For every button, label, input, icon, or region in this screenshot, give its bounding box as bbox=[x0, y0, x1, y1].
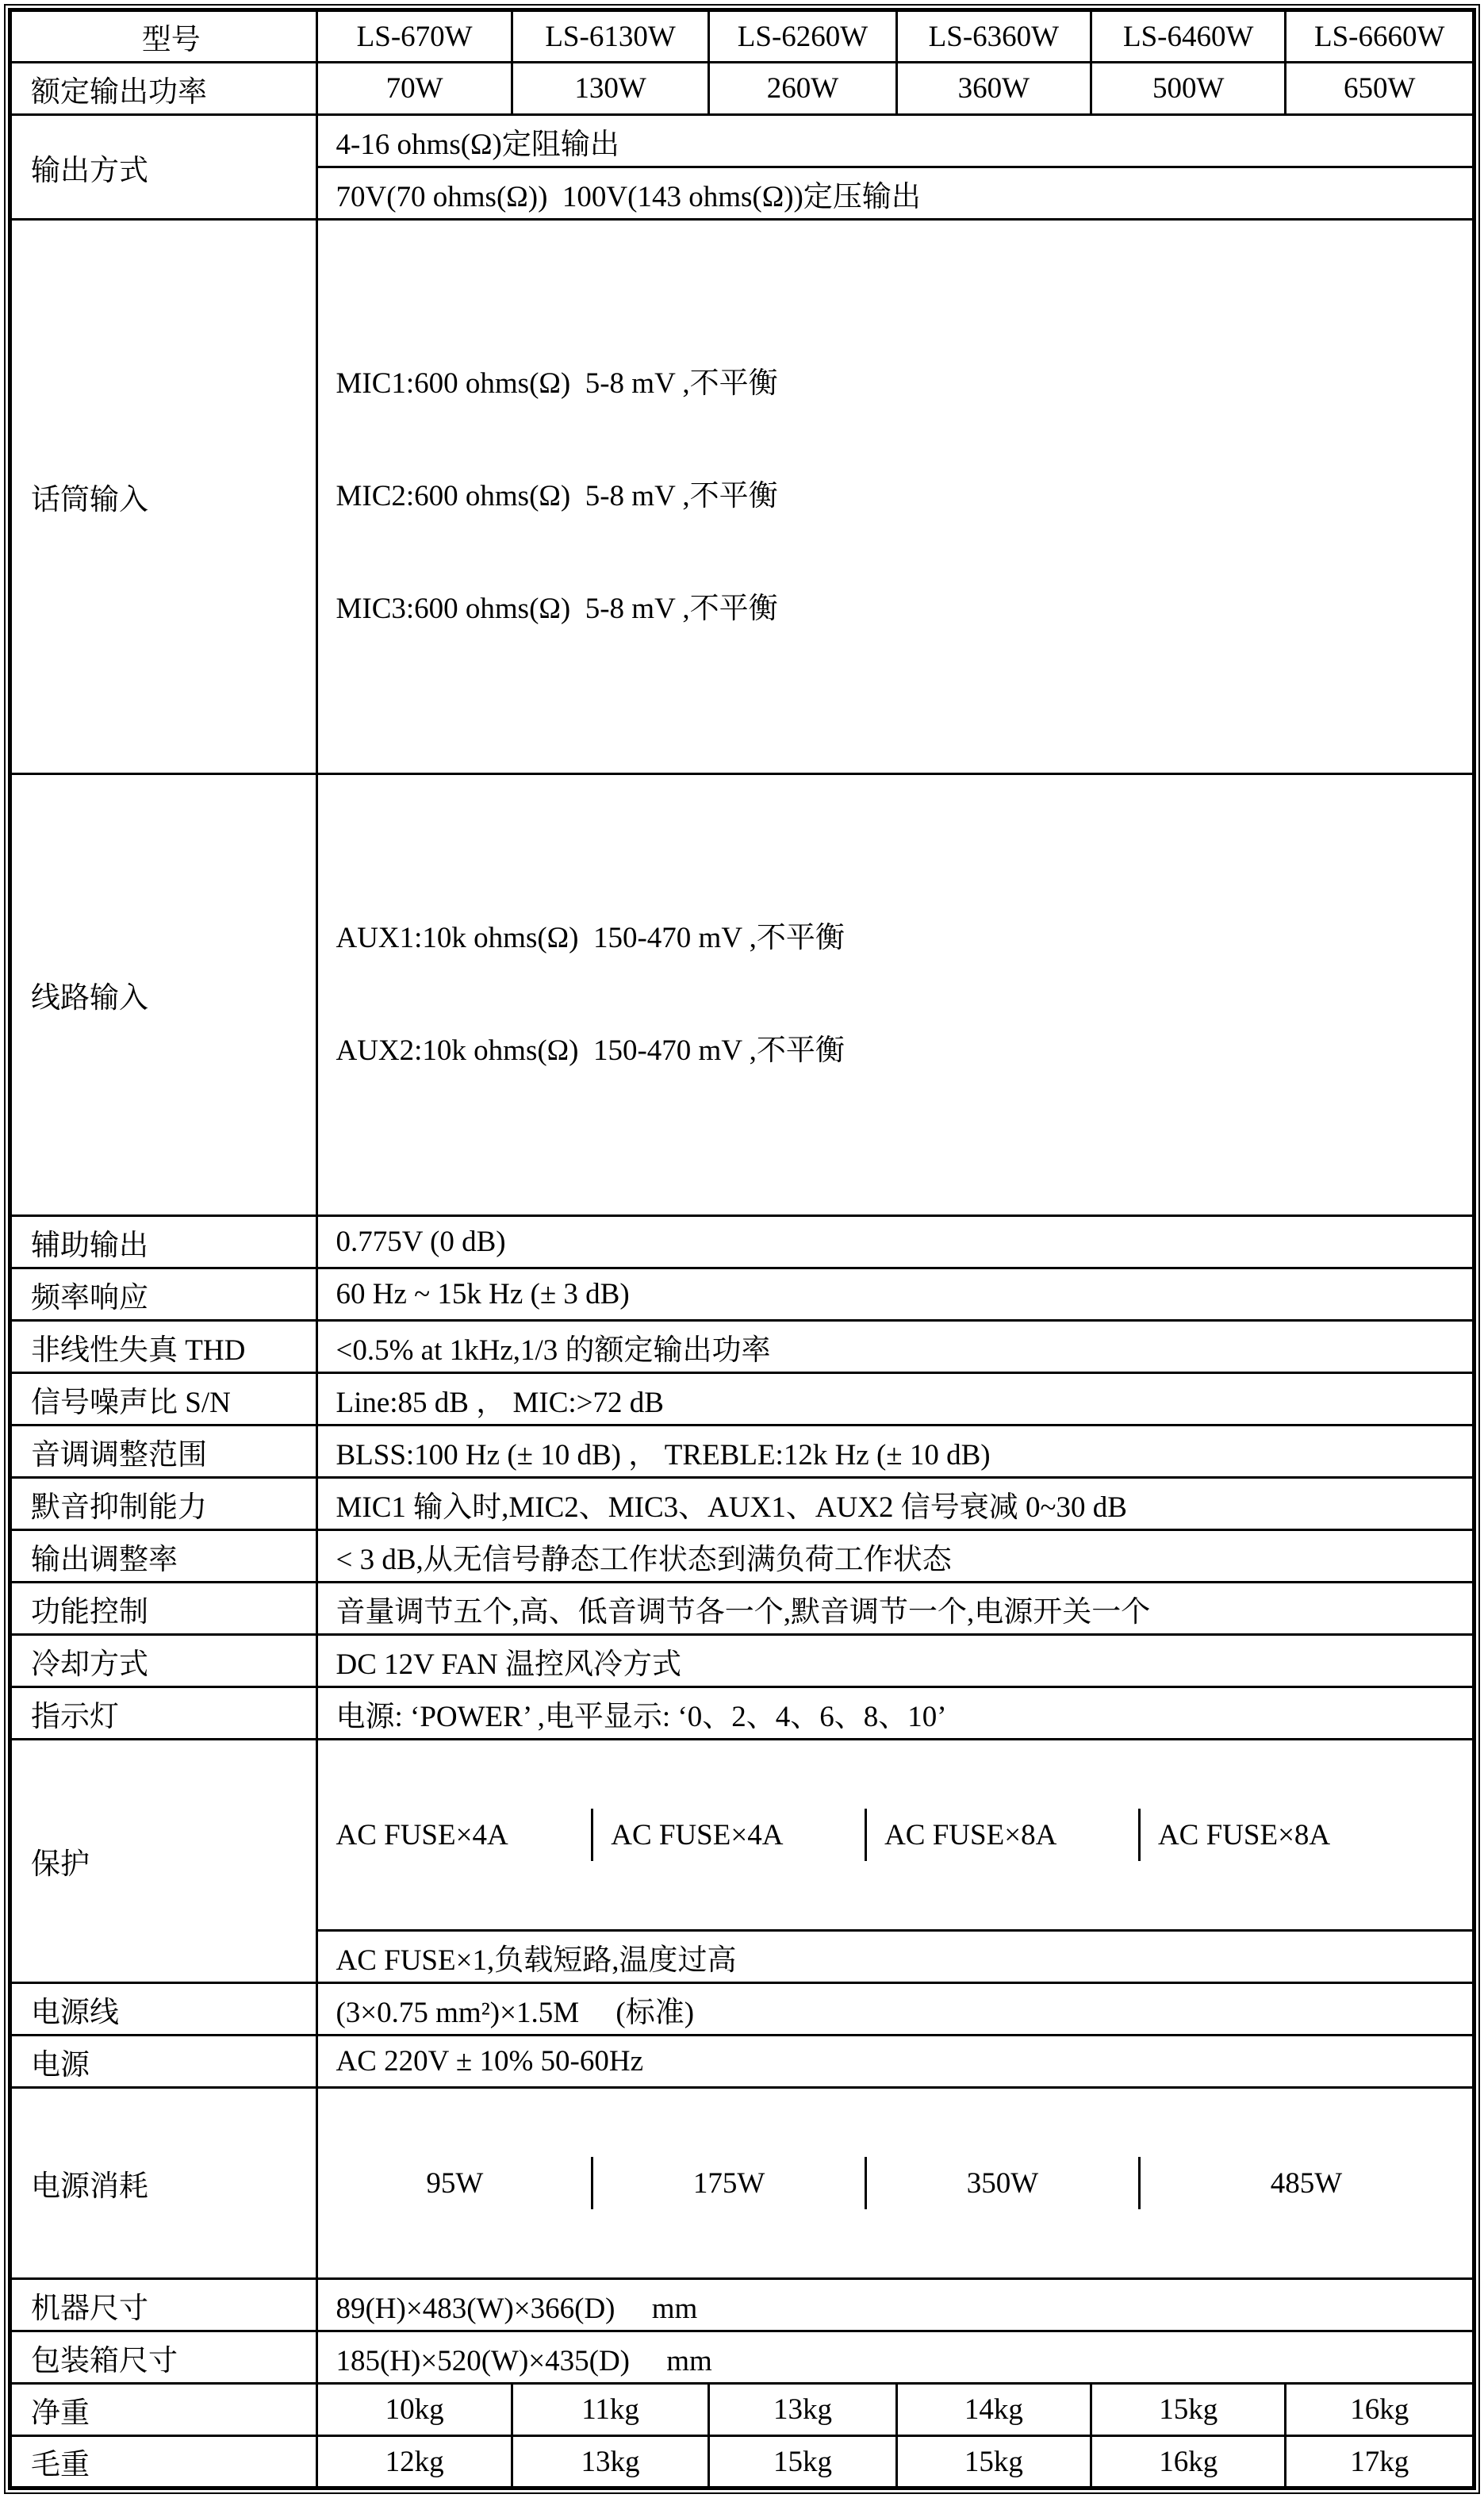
row-output-mode bbox=[10, 115, 1474, 167]
rated-power-cell: 260W bbox=[709, 63, 896, 115]
label-tone-range: 音调调整范围 bbox=[10, 1426, 317, 1478]
spec-table bbox=[8, 8, 1476, 2490]
fuse-spec-cell: AC FUSE×8A bbox=[1157, 1818, 1331, 1851]
fuse-spec-cell: AC FUSE×4A bbox=[593, 1809, 867, 1861]
function-control-value: 音量调节五个,高、低音调节各一个,默音调节一个,电源开关一个 bbox=[317, 1583, 1474, 1635]
label-box-size: 包装箱尺寸 bbox=[10, 2331, 317, 2384]
label-snr: 信号噪声比 S/N bbox=[10, 1373, 317, 1426]
gross-weight-cell: 13kg bbox=[512, 2436, 708, 2488]
unit-size-value: 89(H)×483(W)×366(D) mm bbox=[317, 2279, 1474, 2331]
net-weight-cell: 11kg bbox=[512, 2384, 708, 2436]
label-rated-power: 额定输出功率 bbox=[10, 63, 317, 115]
label-output-mode: 输出方式 bbox=[10, 115, 317, 220]
row-mute-suppression bbox=[10, 1478, 1474, 1530]
mic1-spec: MIC1:600 ohms(Ω) 5-8 mV ,不平衡 bbox=[336, 367, 778, 400]
line-input-values bbox=[317, 774, 1474, 1216]
tone-range-value: BLSS:100 Hz (± 10 dB) ， TREBLE:12k Hz (± 10 dB) bbox=[317, 1426, 1474, 1478]
label-power-consumption: 电源消耗 bbox=[10, 2088, 317, 2279]
net-weight-cell: 13kg bbox=[709, 2384, 896, 2436]
model-name-cell: LS-6130W bbox=[512, 10, 708, 63]
output-mode-constant-impedance: 4-16 ohms(Ω)定阻输出 bbox=[317, 115, 1474, 167]
net-weight-cell: 15kg bbox=[1091, 2384, 1286, 2436]
row-power-supply bbox=[10, 2036, 1474, 2088]
spec-sheet bbox=[4, 4, 1480, 2494]
label-thd: 非线性失真 THD bbox=[10, 1321, 317, 1373]
rated-power-cell: 500W bbox=[1091, 63, 1286, 115]
thd-value: <0.5% at 1kHz,1/3 的额定输出功率 bbox=[317, 1321, 1474, 1373]
row-aux-output bbox=[10, 1216, 1474, 1268]
snr-value: Line:85 dB ， MIC:>72 dB bbox=[317, 1373, 1474, 1426]
label-freq-response: 频率响应 bbox=[10, 1268, 317, 1321]
net-weight-cell: 14kg bbox=[896, 2384, 1091, 2436]
row-function-control bbox=[10, 1583, 1474, 1635]
gross-weight-cell: 16kg bbox=[1091, 2436, 1286, 2488]
row-power-consumption bbox=[10, 2088, 1474, 2279]
power-consumption-cell: 350W bbox=[867, 2157, 1141, 2209]
power-consumption-cell: 95W bbox=[318, 2157, 593, 2209]
label-power-cord: 电源线 bbox=[10, 1983, 317, 2036]
indicators-value: 电源: ‘POWER’ ,电平显示: ‘0、2、4、6、8、10’ bbox=[317, 1687, 1474, 1740]
protection-general-value: AC FUSE×1,负载短路,温度过高 bbox=[317, 1931, 1474, 1983]
label-model: 型号 bbox=[10, 10, 317, 63]
label-gross-weight: 毛重 bbox=[10, 2436, 317, 2488]
model-name-cell: LS-6660W bbox=[1286, 10, 1474, 63]
row-power-cord bbox=[10, 1983, 1474, 2036]
row-box-size bbox=[10, 2331, 1474, 2384]
box-size-value: 185(H)×520(W)×435(D) mm bbox=[317, 2331, 1474, 2384]
rated-power-cell: 70W bbox=[317, 63, 512, 115]
net-weight-cell: 16kg bbox=[1286, 2384, 1474, 2436]
row-line-input bbox=[10, 774, 1474, 1216]
row-unit-size bbox=[10, 2279, 1474, 2331]
output-regulation-value: < 3 dB,从无信号静态工作状态到满负荷工作状态 bbox=[317, 1530, 1474, 1583]
row-snr bbox=[10, 1373, 1474, 1426]
fuse-spec-cell: AC FUSE×8A bbox=[867, 1809, 1141, 1861]
label-aux-output: 辅助输出 bbox=[10, 1216, 317, 1268]
power-supply-value: AC 220V ± 10% 50-60Hz bbox=[317, 2036, 1474, 2088]
label-line-input: 线路输入 bbox=[10, 774, 317, 1216]
row-protection-fuses bbox=[10, 1740, 1474, 1931]
power-consumption-cell: 485W bbox=[1270, 2166, 1343, 2200]
label-mic-input: 话筒输入 bbox=[10, 220, 317, 774]
freq-response-value: 60 Hz ~ 15k Hz (± 3 dB) bbox=[317, 1268, 1474, 1321]
aux1-spec: AUX1:10k ohms(Ω) 150-470 mV ,不平衡 bbox=[336, 922, 845, 954]
label-cooling: 冷却方式 bbox=[10, 1635, 317, 1687]
label-unit-size: 机器尺寸 bbox=[10, 2279, 317, 2331]
gross-weight-cell: 15kg bbox=[896, 2436, 1091, 2488]
aux-output-value: 0.775V (0 dB) bbox=[317, 1216, 1474, 1268]
label-protection: 保护 bbox=[10, 1740, 317, 1983]
row-tone-range bbox=[10, 1426, 1474, 1478]
output-mode-constant-voltage: 70V(70 ohms(Ω)) 100V(143 ohms(Ω))定压输出 bbox=[317, 167, 1474, 220]
row-thd bbox=[10, 1321, 1474, 1373]
mute-suppression-value: MIC1 输入时,MIC2、MIC3、AUX1、AUX2 信号衰减 0~30 dB bbox=[317, 1478, 1474, 1530]
row-model bbox=[10, 10, 1474, 63]
label-mute-suppression: 默音抑制能力 bbox=[10, 1478, 317, 1530]
row-freq-response bbox=[10, 1268, 1474, 1321]
label-indicators: 指示灯 bbox=[10, 1687, 317, 1740]
row-mic-input bbox=[10, 220, 1474, 774]
row-rated-power bbox=[10, 63, 1474, 115]
gross-weight-cell: 17kg bbox=[1286, 2436, 1474, 2488]
row-output-regulation bbox=[10, 1530, 1474, 1583]
mic-input-values bbox=[317, 220, 1474, 774]
row-net-weight bbox=[10, 2384, 1474, 2436]
cooling-value: DC 12V FAN 温控风冷方式 bbox=[317, 1635, 1474, 1687]
row-cooling bbox=[10, 1635, 1474, 1687]
protection-fuse-cells bbox=[317, 1740, 1474, 1931]
fuse-spec-cell: AC FUSE×4A bbox=[318, 1809, 593, 1861]
model-name-cell: LS-670W bbox=[317, 10, 512, 63]
rated-power-cell: 650W bbox=[1286, 63, 1474, 115]
model-name-cell: LS-6460W bbox=[1091, 10, 1286, 63]
label-function-control: 功能控制 bbox=[10, 1583, 317, 1635]
mic3-spec: MIC3:600 ohms(Ω) 5-8 mV ,不平衡 bbox=[336, 593, 778, 625]
rated-power-cell: 130W bbox=[512, 63, 708, 115]
net-weight-cell: 10kg bbox=[317, 2384, 512, 2436]
label-output-regulation: 输出调整率 bbox=[10, 1530, 317, 1583]
power-consumption-cell: 175W bbox=[593, 2157, 867, 2209]
label-net-weight: 净重 bbox=[10, 2384, 317, 2436]
model-name-cell: LS-6360W bbox=[896, 10, 1091, 63]
rated-power-cell: 360W bbox=[896, 63, 1091, 115]
aux2-spec: AUX2:10k ohms(Ω) 150-470 mV ,不平衡 bbox=[336, 1034, 845, 1067]
power-cord-value: (3×0.75 mm²)×1.5M (标准) bbox=[317, 1983, 1474, 2036]
label-power-supply: 电源 bbox=[10, 2036, 317, 2088]
gross-weight-cell: 15kg bbox=[709, 2436, 896, 2488]
row-gross-weight bbox=[10, 2436, 1474, 2488]
model-name-cell: LS-6260W bbox=[709, 10, 896, 63]
row-indicators bbox=[10, 1687, 1474, 1740]
mic2-spec: MIC2:600 ohms(Ω) 5-8 mV ,不平衡 bbox=[336, 480, 778, 512]
power-consumption-cells bbox=[317, 2088, 1474, 2279]
gross-weight-cell: 12kg bbox=[317, 2436, 512, 2488]
